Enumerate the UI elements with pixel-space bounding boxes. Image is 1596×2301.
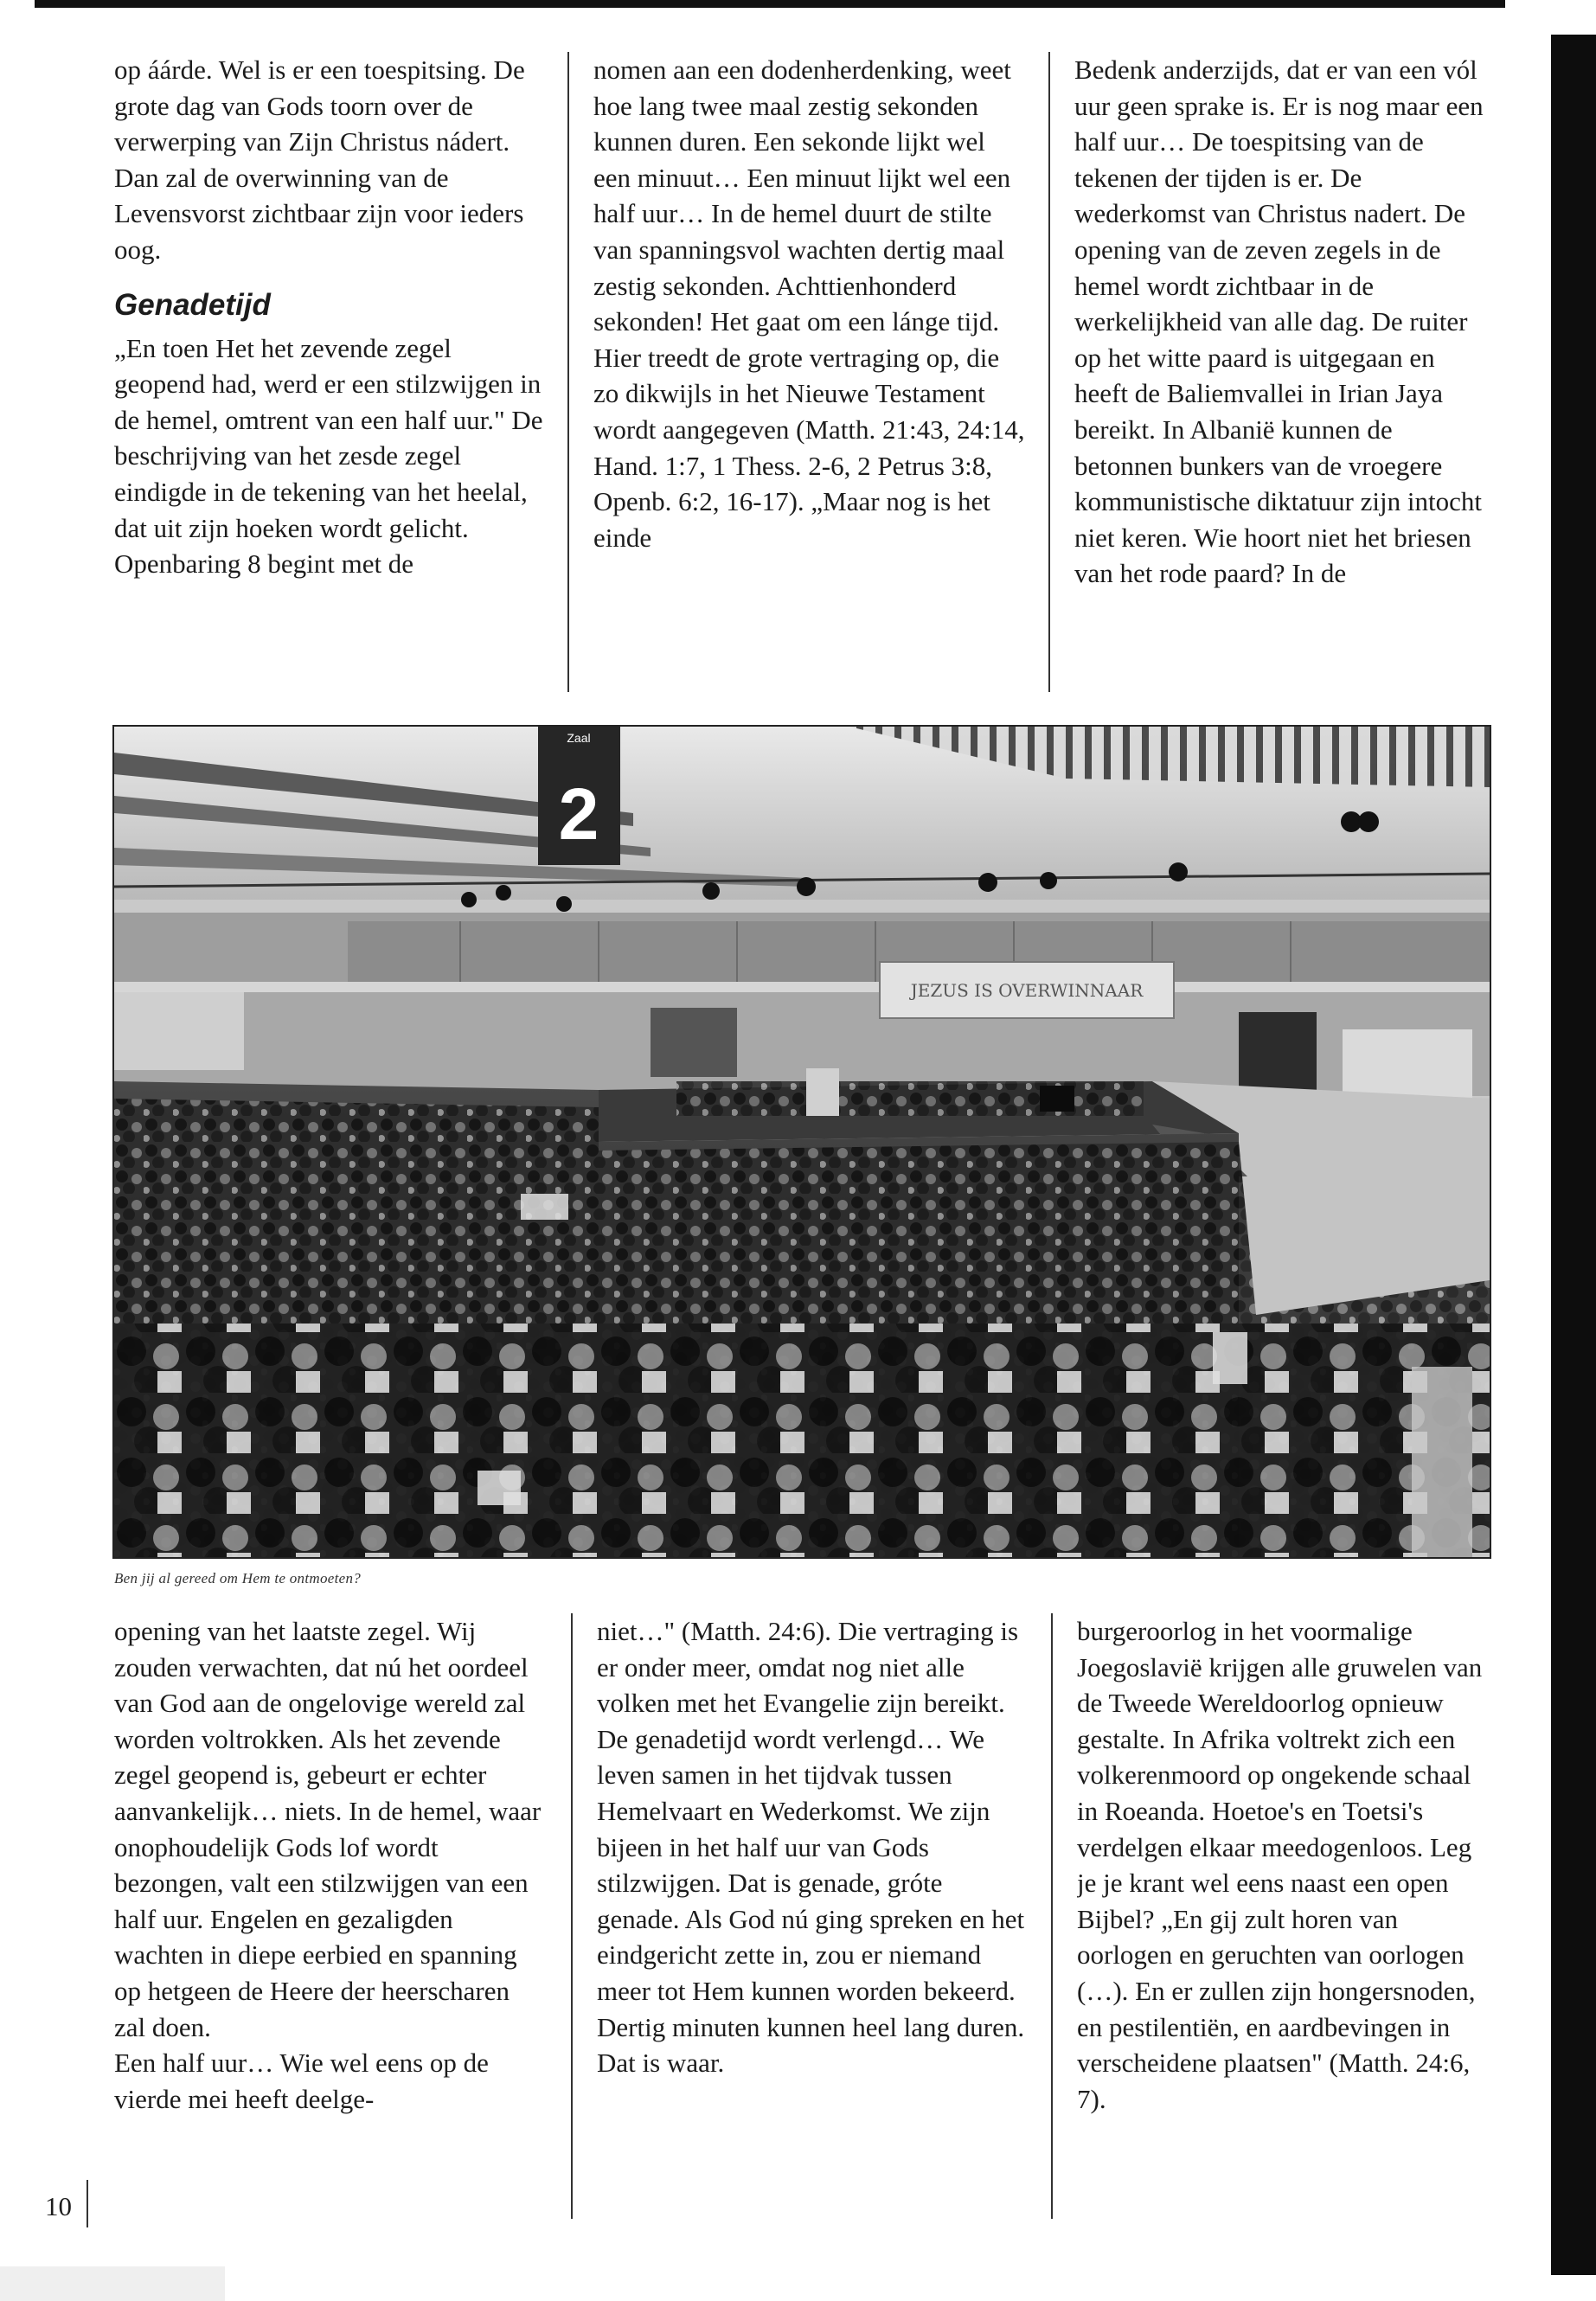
column-bottom-left (114, 1613, 547, 2236)
column-top-left (114, 52, 547, 696)
column-divider (1048, 52, 1050, 692)
photo-caption: Ben jij al gereed om Hem te ontmoeten? (114, 1570, 362, 1586)
paragraph: Een half uur… Wie wel eens op de vierde mei heeft deelge- (114, 2048, 489, 2114)
page-number-rule (87, 2180, 88, 2227)
stage-banner: JEZUS IS OVERWINNAAR (910, 980, 1144, 1001)
sign-top-text: Zaal (567, 731, 591, 745)
paragraph: „En toen Het het zevende zegel geopend had, werd er een stilzwijgen in de hemel, omtrent van een half uur." De beschrijving van het zesde zegel eindigde in de tekening van het heelal, dat uit zijn hoeken wordt gelicht. Openbaring 8 begint met de (114, 332, 543, 580)
page-number: 10 (45, 2191, 72, 2221)
column-bottom-right (1077, 1613, 1488, 2236)
paragraph: opening van het laatste zegel. Wij zouden verwachten, dat nú het oordeel van God aan de ongelovige wereld zal worden voltrokken. Als het zevende zegel geopend is, gebeurt er echter aanvankelijk… niets. In de hemel, waar onophoudelijk Gods lof wordt bezongen, valt een stilzwijgen van een half uur. Engelen en gezaligden wachten in diepe eerbied en spanning op hetgeen de Heere der heerscharen zal doen. (114, 1616, 542, 2042)
paragraph: nomen aan een dodenherdenking, weet hoe lang twee maal zestig sekonden kunnen duren. Een sekonde lijkt wel een minuut… Een minuut lijkt wel een half uur… In de hemel duurt de stilte van spanningsvol wachten dertig maal zestig sekonden. Achttienhonderd sekonden! Het gaat om een lánge tijd. Hier treedt de grote vertraging op, die zo dikwijls in het Nieuwe Testament wordt aangegeven (Matth. 21:43, 24:14, Hand. 1:7, 1 Thess. 2-6, 2 Petrus 3:8, Openb. 6:2, 16-17). „Maar nog is het einde (593, 54, 1025, 553)
paragraph: burgeroorlog in het voormalige Joegoslavië krijgen alle gruwelen van de Tweede Wereldoorlog opnieuw gestalte. In Afrika voltrekt zich een volkerenmoord op ongekende schaal in Roeanda. Hoetoe's en Toetsi's verdelgen elkaar meedogenloos. Leg je je krant wel eens naast een open Bijbel? „En gij zult horen van oorlogen en geruchten van oorlogen (…). En er zullen zijn hongersnoden, en pestilentiën, en aardbevingen in verscheidene plaatsen" (Matth. 24:6, 7). (1077, 1616, 1483, 2114)
paragraph: niet…" (Matth. 24:6). Die vertraging is er onder meer, omdat nog niet alle volken met het Evangelie zijn bereikt. De genadetijd wordt verlengd… We leven samen in het tijdvak tussen Hemelvaart en Wederkomst. We zijn bijeen in het half uur van Gods stilzwijgen. Dat is genade, gróte genade. Als God nú ging spreken en het eindgericht zette in, zou er niemand meer tot Hem kunnen worden bekeerd. (597, 1616, 1025, 2006)
scan-smudge (0, 2266, 225, 2301)
column-bottom-middle (597, 1613, 1029, 2236)
section-heading: Genadetijd (114, 287, 271, 322)
top-border (35, 0, 1505, 8)
column-divider (567, 52, 569, 692)
paragraph: Dertig minuten kunnen heel lang duren. Dat is waar. (597, 2011, 1025, 2079)
column-top-right (1074, 52, 1485, 735)
hall-photo (112, 725, 1491, 1559)
column-divider (571, 1613, 573, 2219)
paragraph: op áárde. Wel is er een toespitsing. De grote dag van Gods toorn over de verwerping van Zijn Christus nádert. Dan zal de overwinning van de Levensvorst zichtbaar zijn voor ieders oog. (114, 54, 525, 265)
column-top-middle (593, 52, 1026, 696)
hall-number: 2 (558, 773, 599, 855)
scan-edge-strip (1551, 35, 1596, 2275)
column-divider (1051, 1613, 1053, 2219)
paragraph: Bedenk anderzijds, dat er van een vól uur geen sprake is. Er is nog maar een half uur… De toespitsing van de tekenen der tijden is er. De wederkomst van Christus nadert. De opening van de zeven zegels in de hemel wordt zichtbaar in de werkelijkheid van alle dag. De ruiter op het witte paard is uitgegaan en heeft de Baliemvallei in Irian Jaya bereikt. In Albanië kunnen de betonnen bunkers van de vroegere kommunistische diktatuur zijn intocht niet keren. Wie hoort niet het briesen van het rode paard? In de (1074, 54, 1484, 589)
